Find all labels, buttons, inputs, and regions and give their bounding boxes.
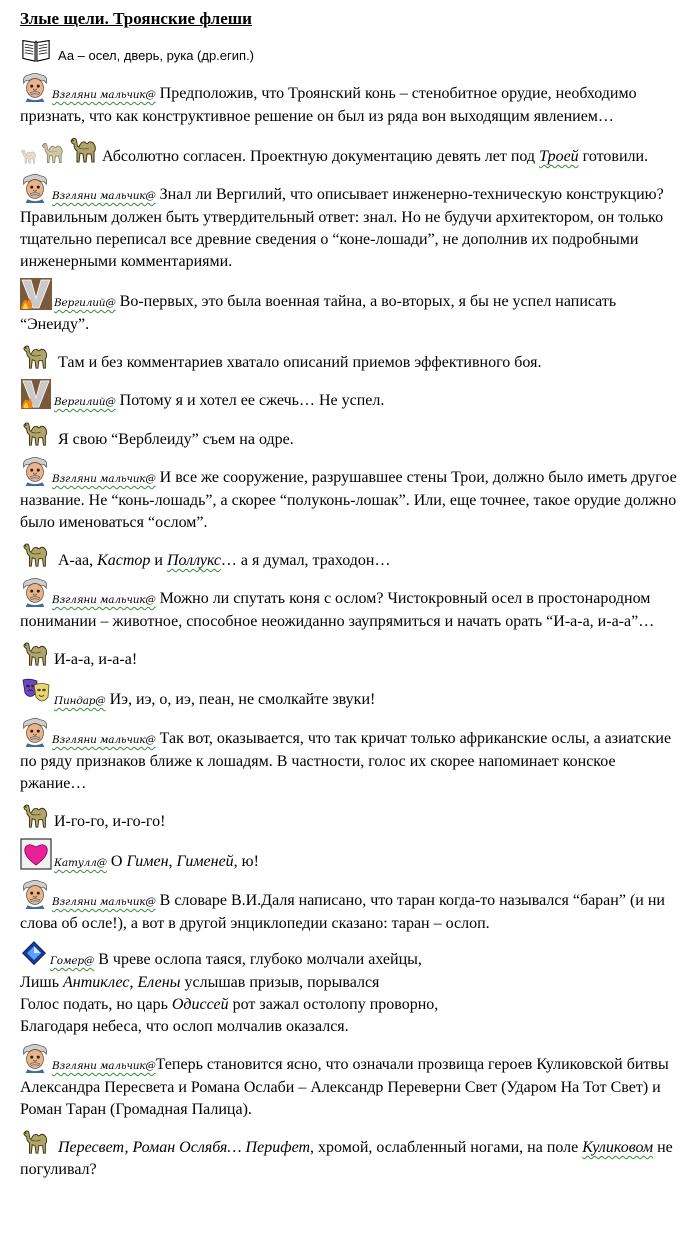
entry-text-comma: , [168,853,177,870]
entry-pindar [20,676,684,712]
name-eleny: Елены [137,974,181,991]
entry-text: О [110,853,127,870]
name-odissei: Одиссей [171,996,229,1013]
author-signature: Катулл@ [54,857,107,869]
entry-camels-1 [20,133,684,168]
entry-camel-2 [20,341,684,374]
entry-virgil-1 [20,278,684,336]
author-signature: Гомер@ [50,955,95,967]
camel-icon [20,800,52,830]
poem-text: , [129,974,138,991]
theatre-masks-icon [20,676,52,708]
entry-text: Иэ, иэ, о, иэ, пеан, не смолкайте звуки! [109,691,376,708]
poem-text: услышав призыв, порывался [180,974,380,991]
author-signature: Вергилий@ [54,396,116,408]
entry-text: Теперь становится ясно, что означали прозвища героев Куликовской битвы Александра Пересвета и Романа Ослаби – Александр Переверни Свет (Ударом На Тот Свет) и Роман Таран (Громадная Палица). [20,1056,669,1118]
author-signature: Взгляни мальчик@ [52,896,156,908]
entry-boy-2 [20,173,684,273]
name-castor: Кастор [97,552,151,569]
einstein-avatar-icon [20,879,50,909]
camel-icon [20,539,52,569]
entry-boy-1 [20,72,684,128]
entry-text: А-аа, [58,552,98,569]
entry-camel-3 [20,418,684,451]
names-heroes: Пересвет, Роман Ослябя… Перифет [58,1139,311,1156]
entry-text: И все же сооружение, разрушавшее стены Трои, должно было иметь другое название. Не “конь-лошадь”, а скорее “полуконь-лошак”. Или, еще точнее, такое орудие должно было именоваться “ослом”. [20,469,677,531]
entry-camel-6 [20,800,684,833]
einstein-avatar-icon [20,72,50,102]
entry-text-end: не погуливал? [20,1139,673,1178]
poem-line-1: В чреве ослопа таяся, глубоко молчали ахейцы, [98,951,422,968]
name-gimen: Гимен [126,853,169,870]
diamond-icon [20,940,48,968]
camel-icon [20,1126,52,1156]
entry-text: Предположив, что Троянский конь – стенобитное орудие, необходимо признать, что как конструктивное решение он был из ряда вон выходящим явлением… [20,85,637,125]
author-signature: Взгляни мальчик@ [52,473,156,485]
entry-text: И-а-а, и-а-а! [54,651,138,668]
entry-text: Знал ли Вергилий, что описывает инженерно-техническую конструкцию? Правильным должен быть утвердительный ответ: знал. Но не будучи архитектором, он только тщательно переписал все древние сведения о “коне-лошади”, не дополнив их подробными инженерными комментариями. [20,186,664,270]
author-signature: Взгляни мальчик@ [52,594,156,606]
entry-boy-3 [20,456,684,534]
entry-boy-5 [20,717,684,795]
entry-homer [20,940,684,1038]
entry-text: Во-первых, это была военная тайна, а во-вторых, я бы не успел написать “Энеиду”. [20,293,617,333]
poem-text: Лишь [20,974,64,991]
entry-camel-7 [20,1126,684,1181]
entry-text: Потому я и хотел ее сжечь… Не успел. [119,392,385,409]
camel-icon [20,147,38,165]
entry-catullus [20,838,684,874]
heart-icon [20,838,52,870]
entry-text: Аа – осел, дверь, рука (др.егип.) [58,48,255,63]
author-signature: Вергилий@ [54,297,116,309]
author-signature: Взгляни мальчик@ [52,190,156,202]
einstein-avatar-icon [20,456,50,486]
camel-icon [20,341,52,371]
entry-text-and: и [150,552,167,569]
poem-line-4: Благодаря небеса, что ослоп молчалив оказался. [20,1018,349,1035]
entry-text: Там и без комментариев хватало описаний приемов эффективного боя. [58,354,542,371]
camel-icon [68,133,100,165]
einstein-avatar-icon [20,173,50,203]
camel-icon [20,638,52,668]
poem-text: Голос подать, но царь [20,996,172,1013]
entry-camel-5 [20,638,684,671]
entry-text: Я свою “Верблеиду” съем на одре. [58,431,294,448]
virgil-avatar-icon [20,379,52,409]
einstein-avatar-icon [20,577,50,607]
entry-boy-7 [20,1043,684,1121]
entry-epigraph [20,34,684,67]
camel-icon [40,139,66,165]
place-troy: Троей [539,148,579,165]
entry-text-end: … а я думал, траходон… [220,552,391,569]
entry-text: В словаре В.И.Даля написано, что таран когда-то назывался “баран” (и ни слова об осле!), а вот в другой энциклопедии сказано: таран – ослоп. [20,892,665,932]
entry-text: Можно ли спутать коня с ослом? Чистокровный осел в простонародном понимании – животное, способное неожиданно заупрямиться и начать орать “И-а-а, и-а-а”… [20,590,655,630]
poem-text: рот зажал остолопу проворно, [228,996,439,1013]
entry-virgil-2 [20,379,684,413]
entry-text: , хромой, ослабленный ногами, на поле [310,1139,583,1156]
entry-boy-4 [20,577,684,633]
poem-line-3 [20,994,684,1016]
name-gimenei: Гименей [176,853,234,870]
page-title: Злые щели. Троянские флеши [20,9,252,28]
author-signature: Взгляни мальчик@ [52,734,156,746]
author-signature: Пиндар@ [54,695,106,707]
entry-text-end: готовили. [578,148,649,165]
entry-text: Абсолютно согласен. Проектную документацию девять лет под [102,148,540,165]
einstein-avatar-icon [20,717,50,747]
place-kulikovo: Куликовом [582,1139,654,1156]
entry-text: И-го-го, и-го-го! [54,813,166,830]
name-antikles: Антиклес [63,974,130,991]
name-pollux: Поллукс [166,552,221,569]
entry-text: Так вот, оказывается, что так кричат только африканские ослы, а азиатские по ряду признаков ближе к лошадям. В частности, голос их скорее напоминает конское ржание… [20,730,672,792]
entry-camel-4 [20,539,684,572]
entry-boy-6 [20,879,684,935]
poem-line-2 [20,972,684,994]
einstein-avatar-icon [20,1043,50,1073]
author-signature: Взгляни мальчик@ [52,1060,156,1072]
author-signature: Взгляни мальчик@ [52,89,156,101]
camel-icon [20,418,52,448]
entry-text-end: , ю! [233,853,259,870]
book-icon [20,34,52,64]
virgil-avatar-icon [20,278,52,310]
document [20,8,684,1181]
